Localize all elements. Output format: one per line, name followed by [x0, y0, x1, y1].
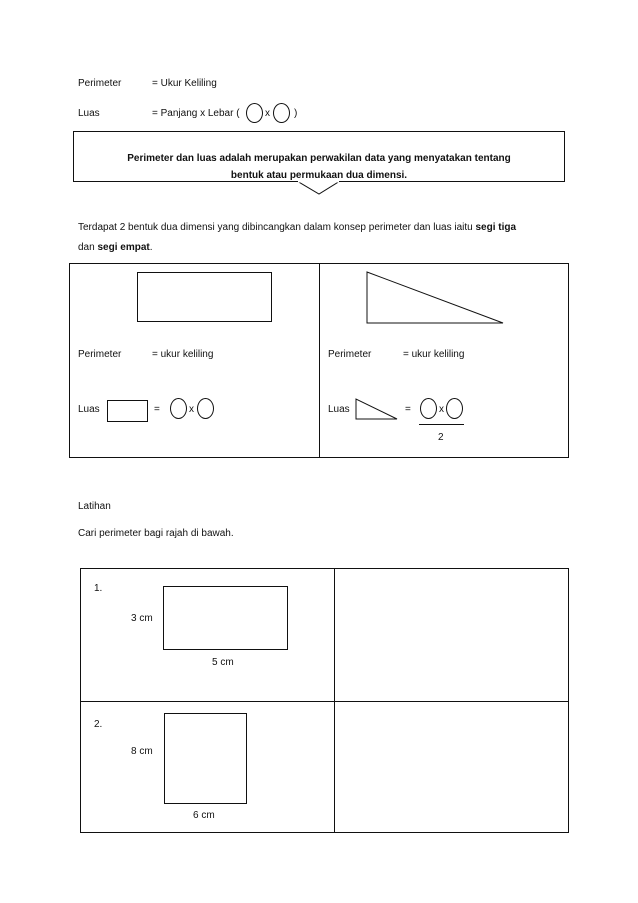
rect-area-times: x: [189, 404, 194, 415]
exercise-item-2-rectangle: [164, 713, 247, 804]
tri-area-divisor: 2: [438, 432, 444, 443]
tri-blank-oval-base: [420, 398, 437, 419]
callout-text: Perimeter dan luas adalah merupakan perwakilan data yang menyatakan tentang bentuk atau permukaan dua dimensi.: [127, 153, 511, 181]
triangle-shape: [365, 270, 507, 326]
shapes-table-divider: [319, 263, 320, 458]
exercise-item-1-rectangle: [163, 586, 288, 650]
rect-area-equals: =: [154, 404, 160, 415]
tri-blank-oval-height: [446, 398, 463, 419]
tri-area-times: x: [439, 404, 444, 415]
rect-perimeter-label: Perimeter: [78, 349, 122, 360]
rect-blank-oval-length: [170, 398, 187, 419]
area-definition: = Panjang x Lebar (: [152, 108, 240, 119]
intro-line-2: dan segi empat.: [78, 242, 153, 253]
tri-area-mini-triangle: [355, 398, 399, 422]
bold-segi-tiga: segi tiga: [475, 222, 517, 233]
exercise-item-1-number: 1.: [94, 583, 103, 594]
exercise-item-2-bottom-label: 6 cm: [193, 810, 215, 821]
exercise-heading: Latihan: [78, 501, 111, 512]
rect-perimeter-formula: = ukur keliling: [152, 349, 214, 360]
intro-line-1: Terdapat 2 bentuk dua dimensi yang dibincangkan dalam konsep perimeter dan luas iaitu segi tiga: [78, 222, 517, 233]
tri-perimeter-formula: = ukur keliling: [403, 349, 465, 360]
exercise-item-1-side-label: 3 cm: [131, 613, 153, 624]
tri-perimeter-label: Perimeter: [328, 349, 372, 360]
blank-oval-length: [246, 103, 263, 123]
callout-pointer: [296, 181, 346, 195]
definition-callout: [73, 131, 565, 182]
rect-area-label: Luas: [78, 404, 100, 415]
exercise-item-2-number: 2.: [94, 719, 103, 730]
blank-oval-width: [273, 103, 290, 123]
exercise-item-1-bottom-label: 5 cm: [212, 657, 234, 668]
area-close: ): [294, 108, 298, 119]
perimeter-definition: = Ukur Keliling: [152, 78, 217, 89]
exercise-instruction: Cari perimeter bagi rajah di bawah.: [78, 528, 234, 539]
tri-area-label: Luas: [328, 404, 350, 415]
area-times: x: [265, 108, 270, 119]
exercise-item-2-side-label: 8 cm: [131, 746, 153, 757]
rect-blank-oval-width: [197, 398, 214, 419]
bold-segi-empat: segi empat: [97, 242, 150, 253]
tri-area-equals: =: [405, 404, 411, 415]
tri-fraction-line: [419, 424, 464, 425]
area-term: Luas: [78, 108, 100, 119]
perimeter-term: Perimeter: [78, 78, 122, 89]
rectangle-shape: [137, 272, 272, 322]
exercise-table-row-divider: [80, 701, 569, 702]
rect-area-mini-rectangle: [107, 400, 148, 422]
